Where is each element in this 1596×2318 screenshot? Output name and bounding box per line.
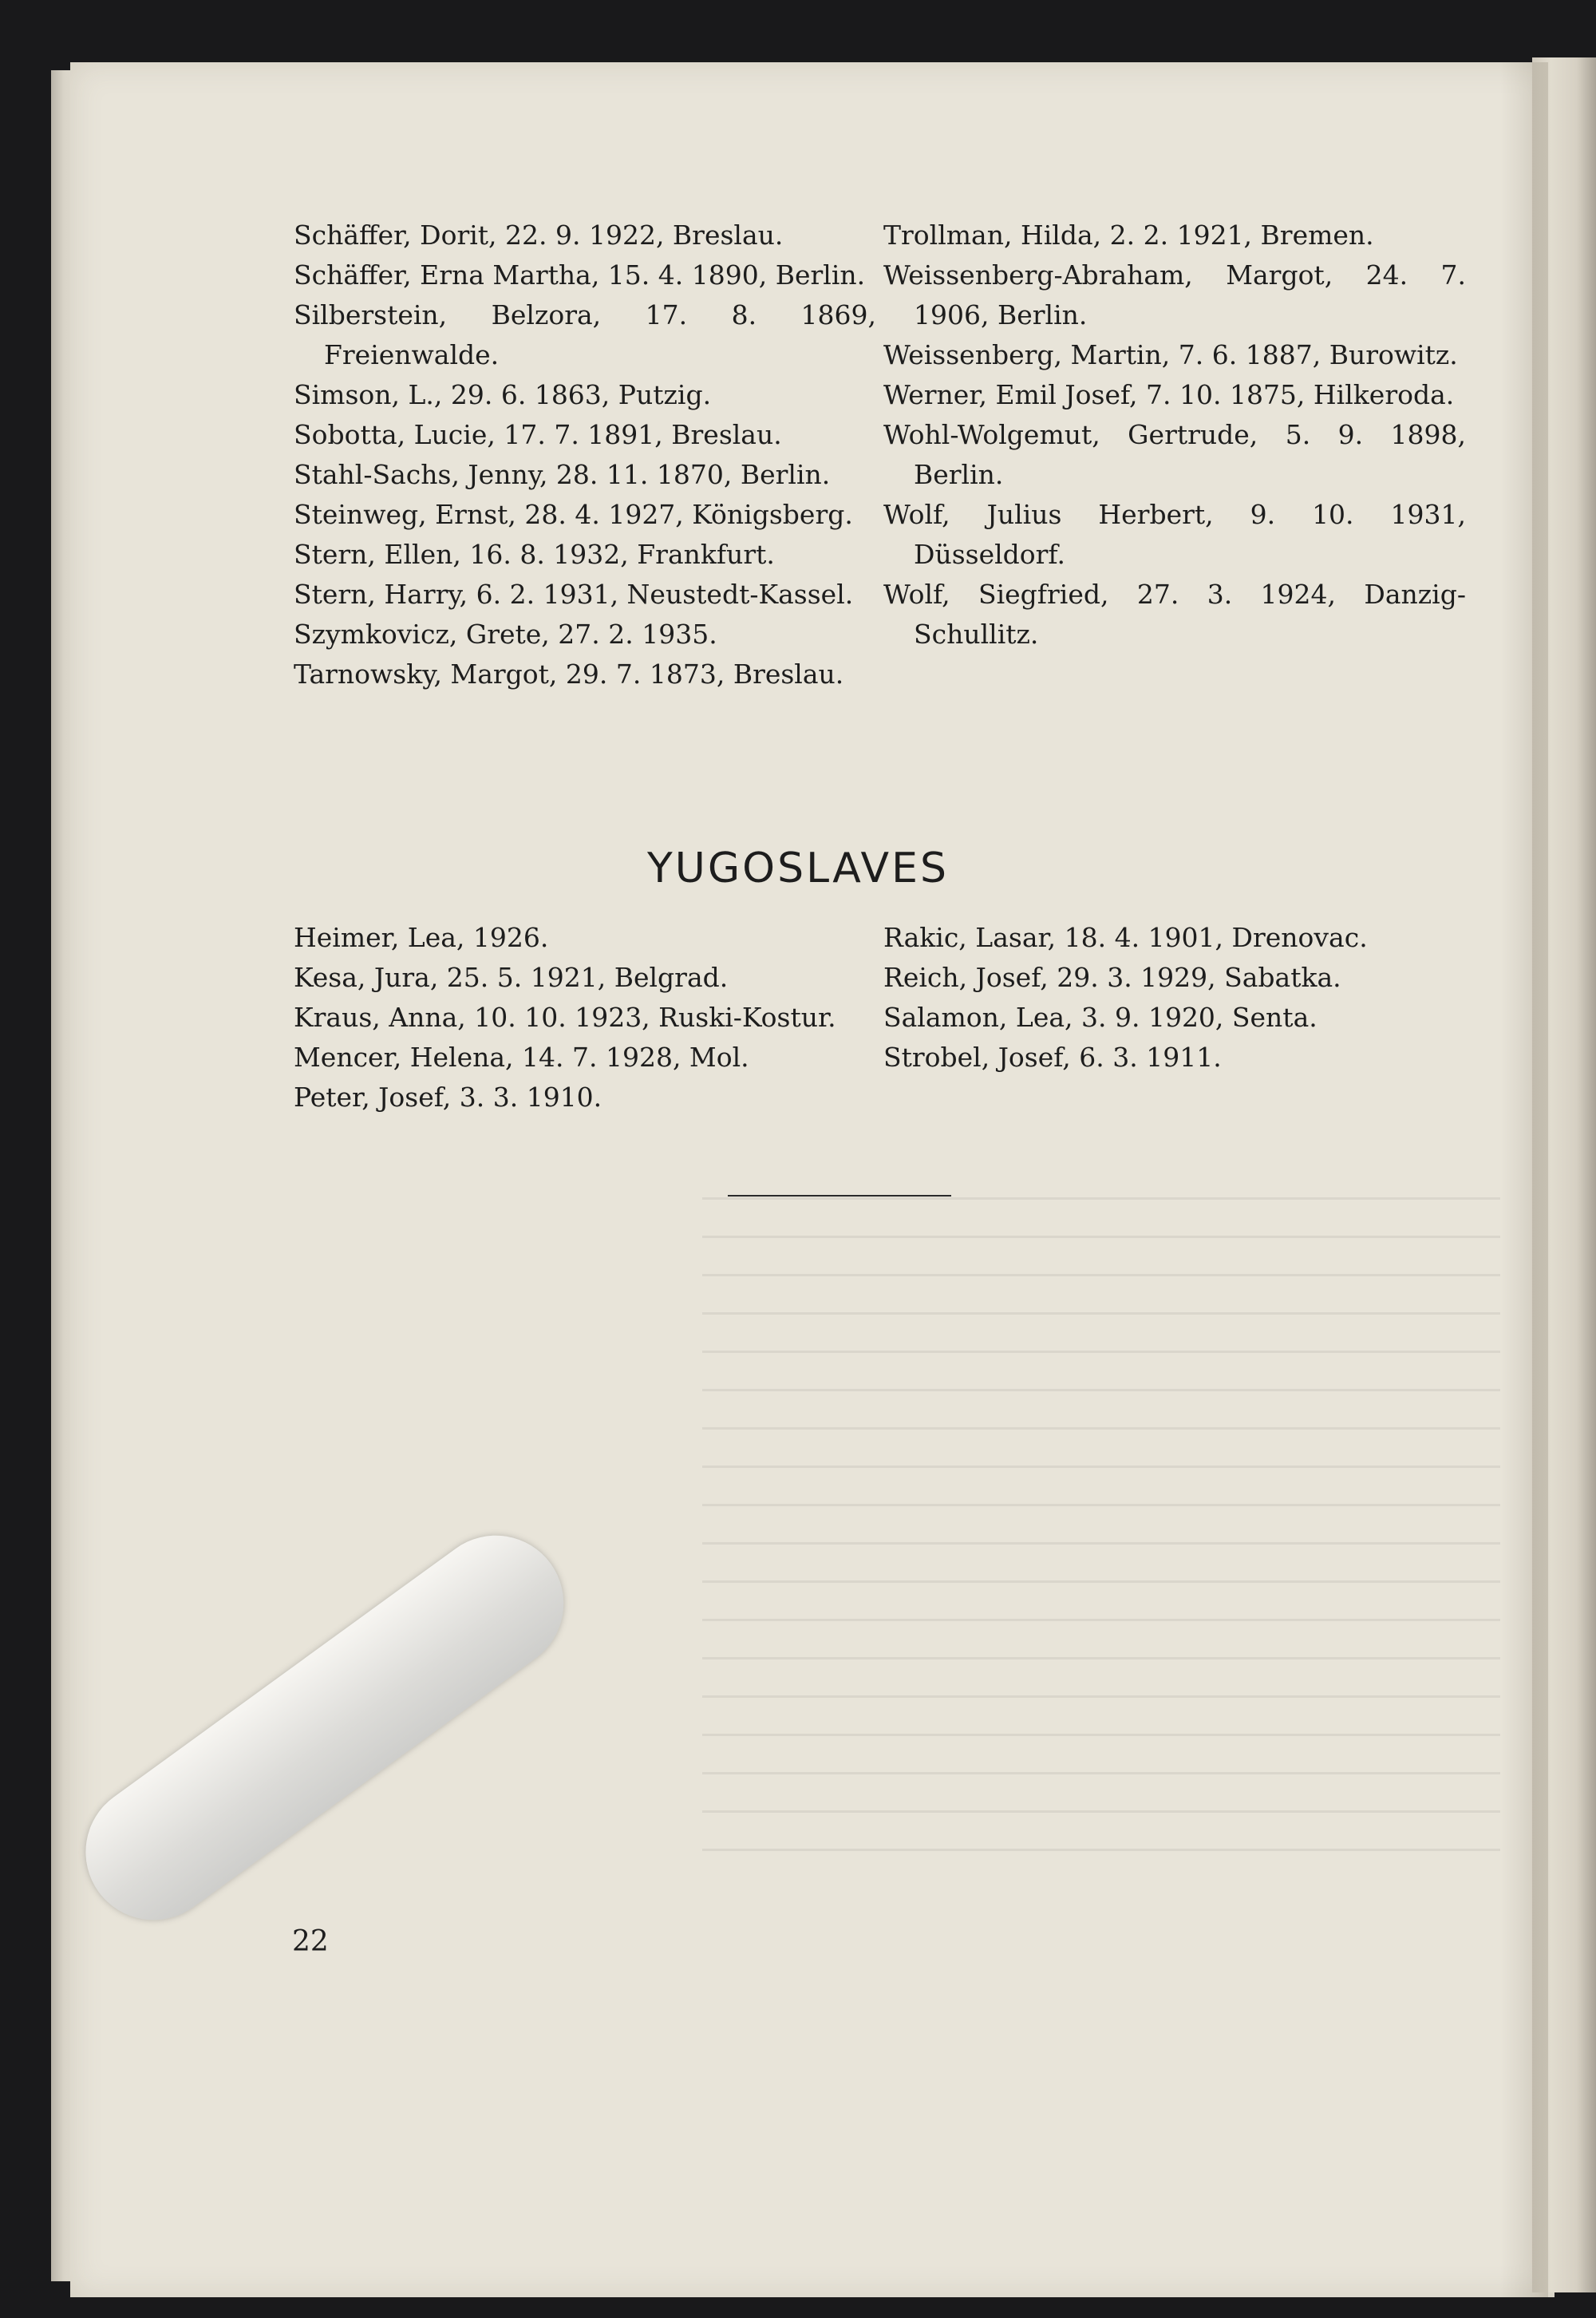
left-column-top — [294, 216, 876, 694]
list-item: Stahl-Sachs, Jenny, 28. 11. 1870, Berlin. — [294, 459, 831, 490]
section-divider — [728, 1195, 951, 1197]
right-column-top — [883, 216, 1466, 655]
list-item: Stern, Harry, 6. 2. 1931, Neustedt-Kassel. — [294, 579, 854, 610]
list-item: Kraus, Anna, 10. 10. 1923, Ruski-Kostur. — [294, 1002, 836, 1033]
list-item: Sobotta, Lucie, 17. 7. 1891, Breslau. — [294, 419, 782, 450]
show-through-text — [702, 1197, 1500, 1884]
page-number: 22 — [292, 1925, 329, 1958]
gutter-shadow — [1500, 62, 1548, 2297]
list-item: Kesa, Jura, 25. 5. 1921, Belgrad. — [294, 962, 729, 993]
list-item: Weissenberg, Martin, 7. 6. 1887, Burowitz. — [883, 339, 1458, 370]
list-item: Werner, Emil Josef, 7. 10. 1875, Hilkeroda. — [883, 379, 1455, 410]
list-item: Schäffer, Dorit, 22. 9. 1922, Breslau. — [294, 220, 784, 251]
list-item: Mencer, Helena, 14. 7. 1928, Mol. — [294, 1042, 749, 1073]
section-heading: YUGOSLAVES — [647, 845, 949, 892]
list-item: Szymkovicz, Grete, 27. 2. 1935. — [294, 619, 717, 650]
list-item: Heimer, Lea, 1926. — [294, 922, 549, 953]
left-column-bottom — [294, 918, 876, 1117]
list-item: Wohl-Wolgemut, Gertrude, 5. 9. 1898, Berlin. — [883, 419, 1466, 490]
list-item: Wolf, Julius Herbert, 9. 10. 1931, Düsseldorf. — [883, 499, 1466, 570]
right-column-bottom — [883, 918, 1466, 1078]
list-item: Tarnowsky, Margot, 29. 7. 1873, Breslau. — [294, 659, 844, 690]
list-item: Simson, L., 29. 6. 1863, Putzig. — [294, 379, 712, 410]
list-item: Trollman, Hilda, 2. 2. 1921, Bremen. — [883, 220, 1374, 251]
list-item: Weissenberg-Abraham, Margot, 24. 7. 1906, Berlin. — [883, 259, 1466, 330]
list-item: Reich, Josef, 29. 3. 1929, Sabatka. — [883, 962, 1341, 993]
list-item: Strobel, Josef, 6. 3. 1911. — [883, 1042, 1222, 1073]
list-item: Peter, Josef, 3. 3. 1910. — [294, 1082, 602, 1113]
list-item: Schäffer, Erna Martha, 15. 4. 1890, Berlin. — [294, 259, 866, 291]
list-item: Wolf, Siegfried, 27. 3. 1924, Danzig-Schullitz. — [883, 579, 1466, 650]
list-item: Silberstein, Belzora, 17. 8. 1869, Freienwalde. — [294, 299, 876, 370]
list-item: Stern, Ellen, 16. 8. 1932, Frankfurt. — [294, 539, 775, 570]
list-item: Salamon, Lea, 3. 9. 1920, Senta. — [883, 1002, 1317, 1033]
list-item: Steinweg, Ernst, 28. 4. 1927, Königsberg. — [294, 499, 853, 530]
list-item: Rakic, Lasar, 18. 4. 1901, Drenovac. — [883, 922, 1368, 953]
